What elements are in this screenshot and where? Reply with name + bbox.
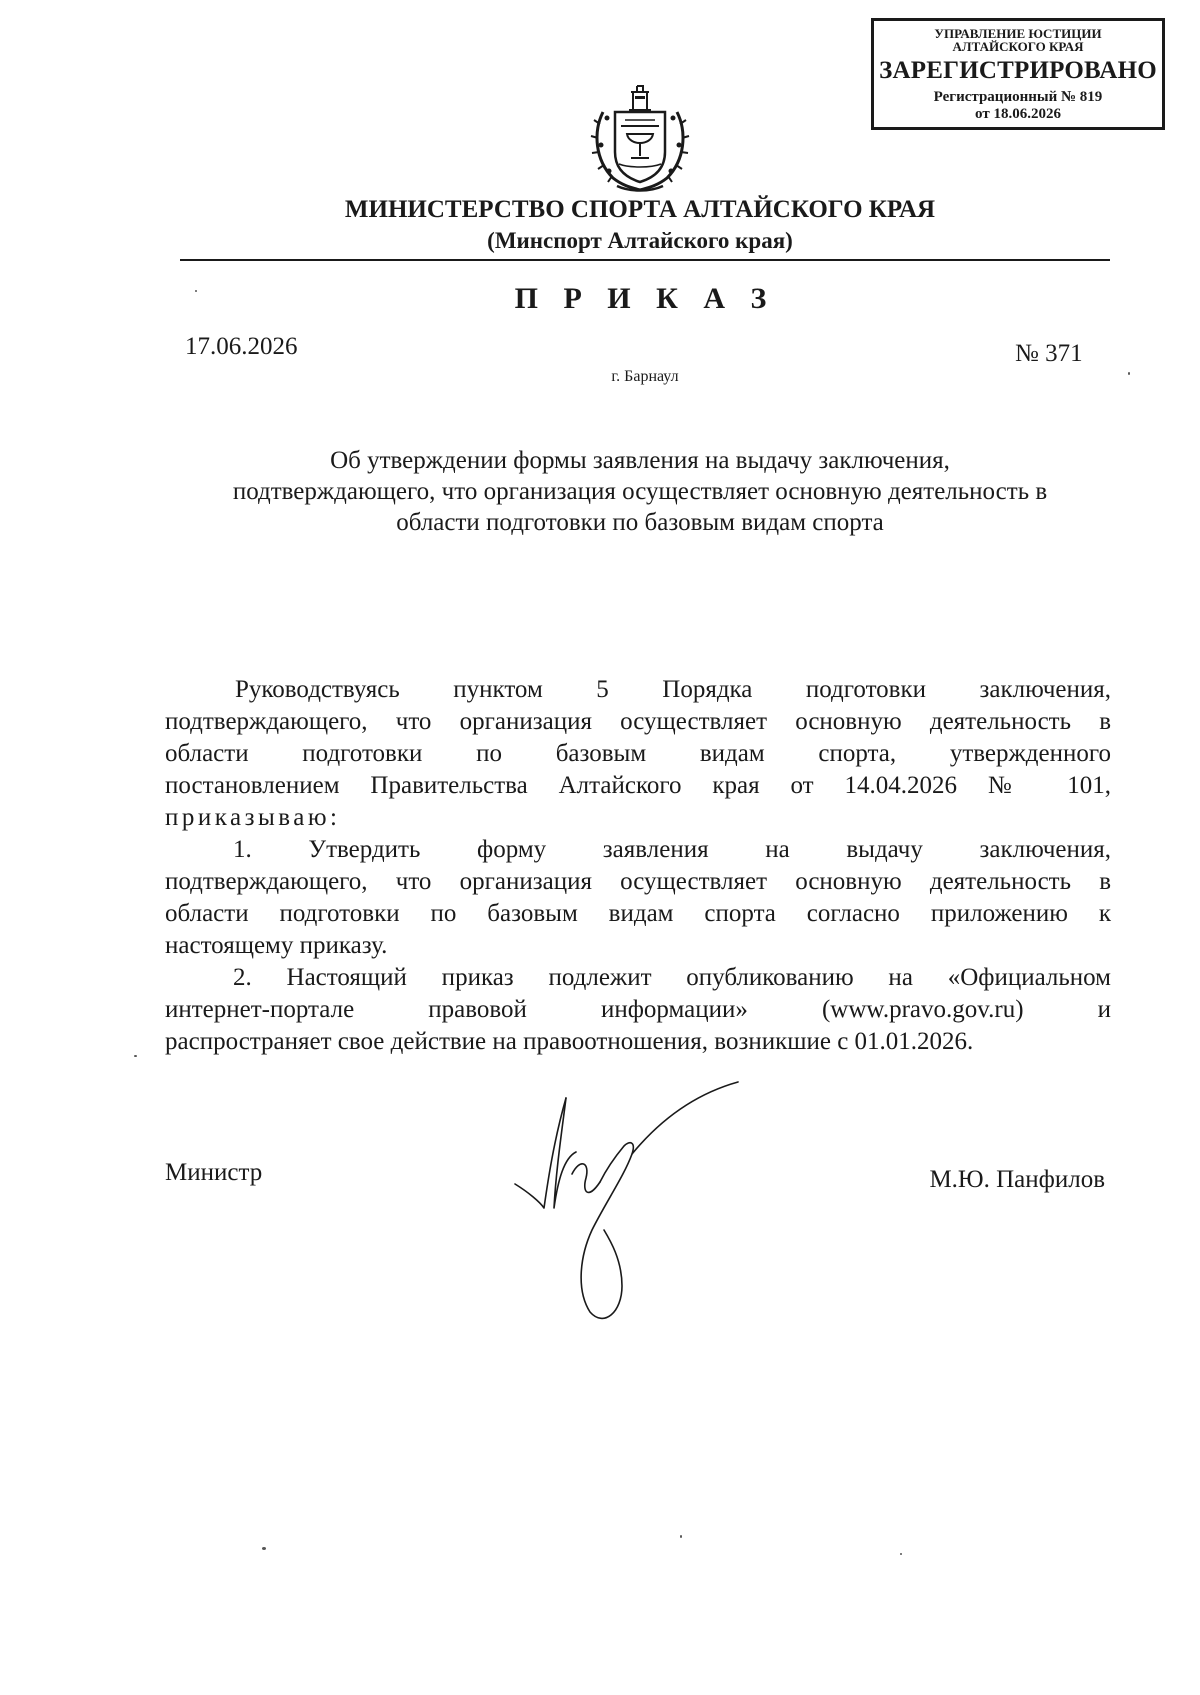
scan-speck: [195, 290, 197, 292]
order-number: № 371: [1015, 340, 1083, 367]
body-line: подтверждающего, что организация осуществляет основную деятельность в: [165, 868, 1111, 895]
body-line: Руководствуясь пунктом 5 Порядка подготовки заключения,: [235, 676, 1111, 703]
scan-speck: [262, 1547, 266, 1550]
document-type: П Р И К А З: [514, 282, 776, 315]
order-subject: [170, 445, 1110, 538]
subject-line: Об утверждении формы заявления на выдачу заключения,: [330, 447, 950, 474]
signer-name: М.Ю. Панфилов: [929, 1166, 1105, 1193]
stamp-authority-line1: УПРАВЛЕНИЕ ЮСТИЦИИ: [934, 26, 1102, 41]
stamp-reg-number: Регистрационный № 819: [933, 89, 1103, 105]
preamble-paragraph: [165, 674, 1111, 834]
body-line: области подготовки по базовым видам спорта, утвержденного: [165, 740, 1111, 767]
body-line: распространяет свое действие на правоотношения, возникшие с 01.01.2026.: [165, 1028, 974, 1055]
scan-speck: [134, 1055, 137, 1057]
order-body: [165, 674, 1111, 1058]
stamp-status: ЗАРЕГИСТРИРОВАНО: [879, 57, 1157, 84]
scan-speck: [1128, 372, 1130, 375]
item-2-paragraph: [165, 962, 1111, 1058]
order-date: 17.06.2026: [185, 333, 298, 360]
scan-speck: [900, 1553, 902, 1555]
coat-of-arms-icon: [585, 82, 695, 196]
handwritten-signature-icon: [510, 1080, 750, 1340]
ministry-name: МИНИСТЕРСТВО СПОРТА АЛТАЙСКОГО КРАЯ: [344, 196, 936, 223]
stamp-reg-date: от 18.06.2026: [975, 106, 1061, 122]
body-line: области подготовки по базовым видам спорта согласно приложению к: [165, 900, 1111, 927]
body-line: интернет-портале правовой информации» (www.pravo.gov.ru) и: [165, 996, 1111, 1023]
subject-line: области подготовки по базовым видам спорта: [396, 509, 884, 536]
signer-position: Министр: [165, 1159, 263, 1186]
body-line: постановлением Правительства Алтайского края от 14.04.2026 № 101,: [165, 772, 1111, 799]
body-line: 1. Утвердить форму заявления на выдачу заключения,: [233, 836, 1111, 863]
body-line: приказываю:: [165, 804, 341, 831]
registration-stamp: [871, 18, 1165, 130]
item-1-paragraph: [165, 834, 1111, 962]
subject-line: подтверждающего, что организация осуществляет основную деятельность в: [232, 478, 1048, 505]
stamp-authority-line2: АЛТАЙСКОГО КРАЯ: [952, 39, 1084, 54]
body-line: настоящему приказу.: [165, 932, 388, 959]
body-line: 2. Настоящий приказ подлежит опубликованию на «Официальном: [233, 964, 1111, 991]
header-divider: [180, 259, 1110, 261]
body-line: подтверждающего, что организация осуществляет основную деятельность в: [165, 708, 1111, 735]
ministry-short-name: (Минспорт Алтайского края): [487, 228, 793, 253]
order-city: г. Барнаул: [611, 368, 679, 385]
scan-speck: [680, 1535, 682, 1538]
